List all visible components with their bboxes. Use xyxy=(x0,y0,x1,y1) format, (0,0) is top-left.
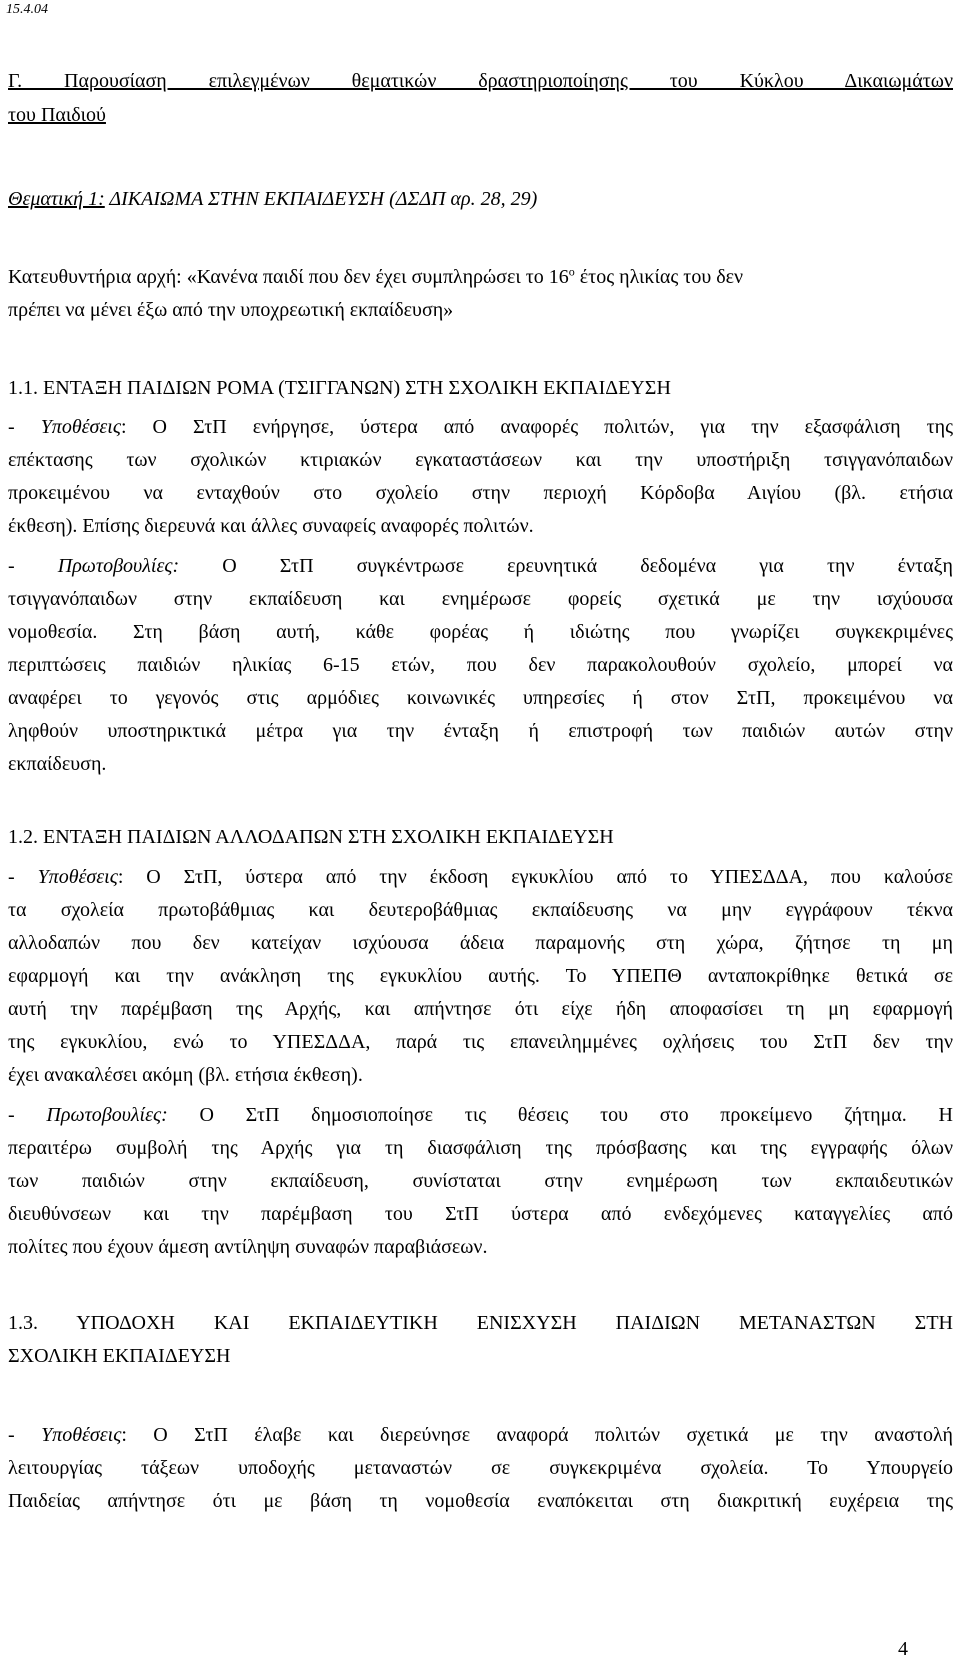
s12-cases-line2: τα σχολεία πρωτοβάθμιας και δευτεροβάθμιας εκπαίδευσης να μην εγγράφουν τέκνα xyxy=(8,899,953,921)
s12-cases-line6: της εγκυκλίου, ενώ το ΥΠΕΣΔΔΑ, παρά τις επανειλημμένες οχλήσεις του ΣτΠ δεν την xyxy=(8,1031,953,1053)
document-date: 15.4.04 xyxy=(6,2,48,17)
s12-cases-line1: - Υποθέσεις: Ο ΣτΠ, ύστερα από την έκδοση εγκυκλίου από το ΥΠΕΣΔΔΑ, που καλούσε xyxy=(8,866,953,888)
s11-init-line3: νομοθεσία. Στη βάση αυτή, κάθε φορέας ή ιδιώτης που γνωρίζει συγκεκριμένες xyxy=(8,621,953,643)
section-1-1-heading: 1.1. ΕΝΤΑΞΗ ΠΑΙΔΙΩΝ ΡΟΜΑ (ΤΣΙΓΓΑΝΩΝ) ΣΤΗ ΣΧΟΛΙΚΗ ΕΚΠΑΙΔΕΥΣΗ xyxy=(8,377,671,399)
theme-name: ΔΙΚΑΙΩΜΑ ΣΤΗΝ ΕΚΠΑΙΔΕΥΣΗ (ΔΣΔΠ αρ. 28, 29) xyxy=(109,188,538,210)
s11-init-line1: - Πρωτοβουλίες: Ο ΣτΠ συγκέντρωσε ερευνητικά δεδομένα για την ένταξη xyxy=(8,555,953,577)
s13-cases-line3: Παιδείας απήντησε ότι με βάση τη νομοθεσία εναπόκειται στη διακριτική ευχέρεια της xyxy=(8,1490,953,1512)
theme-label: Θεματική 1: xyxy=(8,188,105,210)
s12-init-line2: περαιτέρω συμβολή της Αρχής για τη διασφάλιση της πρόσβασης και της εγγραφής όλων xyxy=(8,1137,953,1159)
s11-init-line4: περιπτώσεις παιδιών ηλικίας 6-15 ετών, που δεν παρακολουθούν σχολείο, μπορεί να xyxy=(8,654,953,676)
s12-init-line5: πολίτες που έχουν άμεση αντίληψη συναφών παραβιάσεων. xyxy=(8,1236,488,1258)
s11-init-line5: αναφέρει το γεγονός στις αρμόδιες κοινωνικές υπηρεσίες ή στον ΣτΠ, προκειμένου να xyxy=(8,687,953,709)
theme-title xyxy=(8,188,537,211)
s12-cases-line3: αλλοδαπών που δεν κατείχαν ισχύουσα άδεια παραμονής στη χώρα, ζήτησε τη μη xyxy=(8,932,953,954)
section-heading-line2: του Παιδιού xyxy=(8,104,106,126)
s11-cases-line2: επέκτασης των σχολικών κτιριακών εγκαταστάσεων και την υποστήριξη τσιγγανόπαιδων xyxy=(8,449,953,471)
s11-init-line6: ληφθούν υποστηρικτικά μέτρα για την ένταξη ή επιστροφή των παιδιών αυτών στην xyxy=(8,720,953,742)
s12-cases-line5: αυτή την παρέμβαση της Αρχής, και απήντησε ότι είχε ήδη αποφασίσει τη μη εφαρμογή xyxy=(8,998,953,1020)
initiatives-label: Πρωτοβουλίες: xyxy=(57,555,180,577)
s12-cases-line4: εφαρμογή και την ανάκληση της εγκυκλίου αυτής. Το ΥΠΕΠΘ ανταποκρίθηκε θετικά σε xyxy=(8,965,953,987)
s11-init-line2: τσιγγανόπαιδων στην εκπαίδευση και ενημέρωσε φορείς σχετικά με την ισχύουσα xyxy=(8,588,953,610)
s11-cases-line1: - Υποθέσεις: Ο ΣτΠ ενήργησε, ύστερα από αναφορές πολιτών, για την εξασφάλιση της xyxy=(8,416,953,438)
s12-init-line4: διευθύνσεων και την παρέμβαση του ΣτΠ ύστερα από ενδεχόμενες καταγγελίες από xyxy=(8,1203,953,1225)
principle-line2: πρέπει να μένει έξω από την υποχρεωτική εκπαίδευση» xyxy=(8,299,454,321)
s12-init-line3: των παιδιών στην εκπαίδευση, συνίσταται στην ενημέρωση των εκπαιδευτικών xyxy=(8,1170,953,1192)
cases-label: Υποθέσεις xyxy=(40,416,121,438)
section-1-2-heading: 1.2. ΕΝΤΑΞΗ ΠΑΙΔΙΩΝ ΑΛΛΟΔΑΠΩΝ ΣΤΗ ΣΧΟΛΙΚΗ ΕΚΠΑΙΔΕΥΣΗ xyxy=(8,826,614,848)
s11-cases-line4: έκθεση). Επίσης διερευνά και άλλες συναφείς αναφορές πολιτών. xyxy=(8,515,534,537)
s12-init-line1: - Πρωτοβουλίες: Ο ΣτΠ δημοσιοποίησε τις θέσεις του στο προκείμενο ζήτημα. Η xyxy=(8,1104,953,1126)
section-heading-line1: Γ. Παρουσίαση επιλεγμένων θεματικών δραστηριοποίησης του Κύκλου Δικαιωμάτων xyxy=(8,70,953,92)
section-1-3-heading-line2: ΣΧΟΛΙΚΗ ΕΚΠΑΙΔΕΥΣΗ xyxy=(8,1345,231,1367)
cases-label: Υποθέσεις xyxy=(37,866,118,888)
principle-line1: Κατευθυντήρια αρχή: «Κανένα παιδί που δεν έχει συμπληρώσει το $16^o$ έτος ηλικίας του δεν xyxy=(8,264,744,288)
cases-label: Υποθέσεις xyxy=(41,1424,122,1446)
s11-cases-line3: προκειμένου να ενταχθούν στο σχολείο στην περιοχή Κόρδοβα Αιγίου (βλ. ετήσια xyxy=(8,482,953,504)
s11-init-line7: εκπαίδευση. xyxy=(8,753,107,775)
s13-cases-line1: - Υποθέσεις: Ο ΣτΠ έλαβε και διερεύνησε αναφορά πολιτών σχετικά με την αναστολή xyxy=(8,1424,953,1446)
s13-cases-line2: λειτουργίας τάξεων υποδοχής μεταναστών σε συγκεκριμένα σχολεία. Το Υπουργείο xyxy=(8,1457,953,1479)
initiatives-label: Πρωτοβουλίες: xyxy=(46,1104,168,1126)
page-number: 4 xyxy=(898,1638,908,1660)
section-1-3-heading-line1: 1.3. ΥΠΟΔΟΧΗ ΚΑΙ ΕΚΠΑΙΔΕΥΤΙΚΗ ΕΝΙΣΧΥΣΗ ΠΑΙΔΙΩΝ ΜΕΤΑΝΑΣΤΩΝ ΣΤΗ xyxy=(8,1312,953,1334)
s12-cases-line7: έχει ανακαλέσει ακόμη (βλ. ετήσια έκθεση). xyxy=(8,1064,363,1086)
